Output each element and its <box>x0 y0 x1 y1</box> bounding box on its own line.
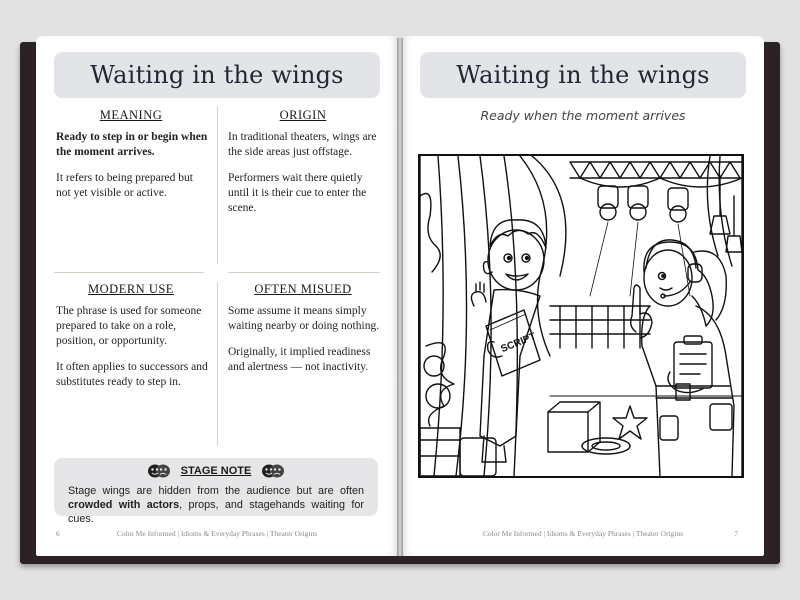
modern-use-text-2: It often applies to successors and substitutes ready to step in. <box>56 361 208 388</box>
often-misused-text <box>228 304 380 386</box>
divider-vertical-bottom <box>217 282 218 446</box>
modern-use-text <box>56 304 210 401</box>
often-misused-heading: OFTEN MISUED <box>254 282 352 296</box>
stage-note-label: STAGE NOTE <box>180 465 252 477</box>
stage-note-text <box>68 484 364 526</box>
right-page-number: 7 <box>734 529 738 538</box>
left-footer-credit: Color Me Informed | Idioms & Everyday Phrases | Theater Origins <box>116 529 318 538</box>
stage-note-text-bold: crowded with actors <box>68 499 180 511</box>
script-prop-label: SCRIPT <box>499 331 538 355</box>
meaning-bold-text: Ready to step in or begin when the moment arrives. <box>56 131 208 158</box>
stage-note-text-end: , props, and stagehands waiting for cues. <box>68 499 365 525</box>
origin-heading: ORIGIN <box>279 108 327 122</box>
divider-horizontal-left <box>54 272 204 273</box>
backstage-scene-illustration <box>420 156 742 476</box>
modern-use-text-1: The phrase is used for someone prepared to take on a role, position, or opportunity. <box>56 305 202 347</box>
stage-note-header <box>54 464 378 478</box>
stage-note-text-start: Stage wings are hidden from the audience but are often <box>68 485 364 497</box>
left-page-number: 6 <box>56 529 60 538</box>
often-misused-text-2: Originally, it implied readiness and alertness — not inactivity. <box>228 346 371 373</box>
right-footer-credit: Color Me Informed | Idioms & Everyday Phrases | Theater Origins <box>482 529 684 538</box>
meaning-body-text: It refers to being prepared but not yet visible or active. <box>56 172 193 199</box>
left-title-bar <box>54 52 380 98</box>
left-page <box>36 36 398 556</box>
right-page <box>402 36 764 556</box>
divider-horizontal-right <box>228 272 380 273</box>
origin-text-1: In traditional theaters, wings are the side areas just offstage. <box>228 131 377 158</box>
stage-note-box <box>54 458 378 525</box>
book-spine <box>397 38 403 556</box>
meaning-heading: MEANING <box>99 108 163 122</box>
origin-text <box>228 130 380 227</box>
left-page-title: Waiting in the wings <box>90 61 344 89</box>
divider-vertical-top <box>217 106 218 264</box>
theater-masks-icon <box>261 464 285 478</box>
origin-text-2: Performers wait there quietly until it is their cue to enter the scene. <box>228 172 367 214</box>
coloring-illustration <box>418 154 744 478</box>
right-page-title: Waiting in the wings <box>456 61 710 89</box>
modern-use-heading: MODERN USE <box>88 282 174 296</box>
theater-masks-icon <box>147 464 171 478</box>
right-page-subtitle: Ready when the moment arrives <box>480 108 686 123</box>
meaning-text <box>56 130 210 212</box>
often-misused-text-1: Some assume it means simply waiting nearby or doing nothing. <box>228 305 380 332</box>
right-title-bar <box>420 52 746 98</box>
